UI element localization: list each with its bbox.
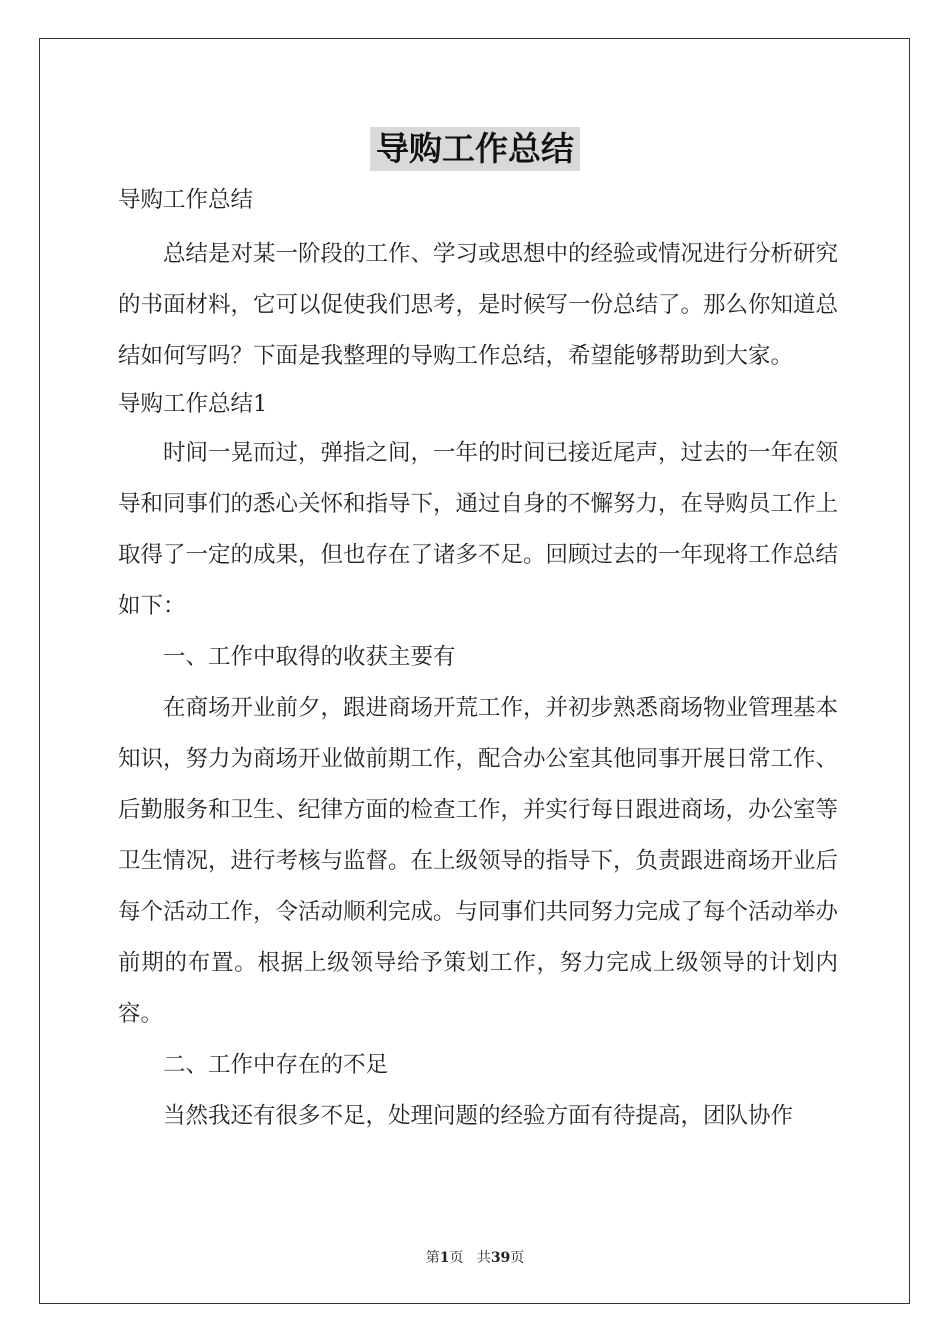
footer-total-prefix: 共 <box>476 1250 491 1266</box>
intro-paragraph: 总结是对某一阶段的工作、学习或思想中的经验或情况进行分析研究的书面材料，它可以促使我们思考，是时候写一份总结了。那么你知道总结如何写吗？下面是我整理的导购工作总结，希望能够帮助到大家。 <box>118 241 839 369</box>
paragraph-2: 在商场开业前夕，跟进商场开荒工作，并初步熟悉商场物业管理基本知识，努力为商场开业做前期工作，配合办公室其他同事开展日常工作、后勤服务和卫生、纪律方面的检查工作，并实行每日跟进商场，办公室等卫生情况，进行考核与监督。在上级领导的指导下，负责跟进商场开业后每个活动工作，令活动顺利完成。与同事们共同努力完成了每个活动举办前期的布置。根据上级领导给予策划工作，努力完成上级领导的计划内容。 <box>118 695 839 1027</box>
footer-total-pages: 39 <box>490 1250 511 1266</box>
document-subtitle: 导购工作总结 <box>118 187 254 213</box>
footer-page-suffix: 页 <box>449 1250 464 1266</box>
document-body <box>118 183 838 1142</box>
footer-page-number: 1 <box>439 1250 450 1266</box>
page-footer <box>0 1247 950 1267</box>
footer-total-suffix: 页 <box>510 1250 525 1266</box>
title-wrap <box>0 127 950 171</box>
heading-2: 二、工作中存在的不足 <box>163 1052 389 1078</box>
paragraph-1: 时间一晃而过，弹指之间，一年的时间已接近尾声，过去的一年在领导和同事们的悉心关怀和指导下，通过自身的不懈努力，在导购员工作上取得了一定的成果，但也存在了诸多不足。回顾过去的一年现将工作总结如下： <box>118 440 839 619</box>
paragraph-3: 当然我还有很多不足，处理问题的经验方面有待提高，团队协作 <box>163 1103 794 1129</box>
section-title: 导购工作总结1 <box>118 391 268 417</box>
heading-1: 一、工作中取得的收获主要有 <box>163 644 456 670</box>
document-title: 导购工作总结 <box>370 127 580 171</box>
footer-prefix: 第 <box>425 1250 440 1266</box>
